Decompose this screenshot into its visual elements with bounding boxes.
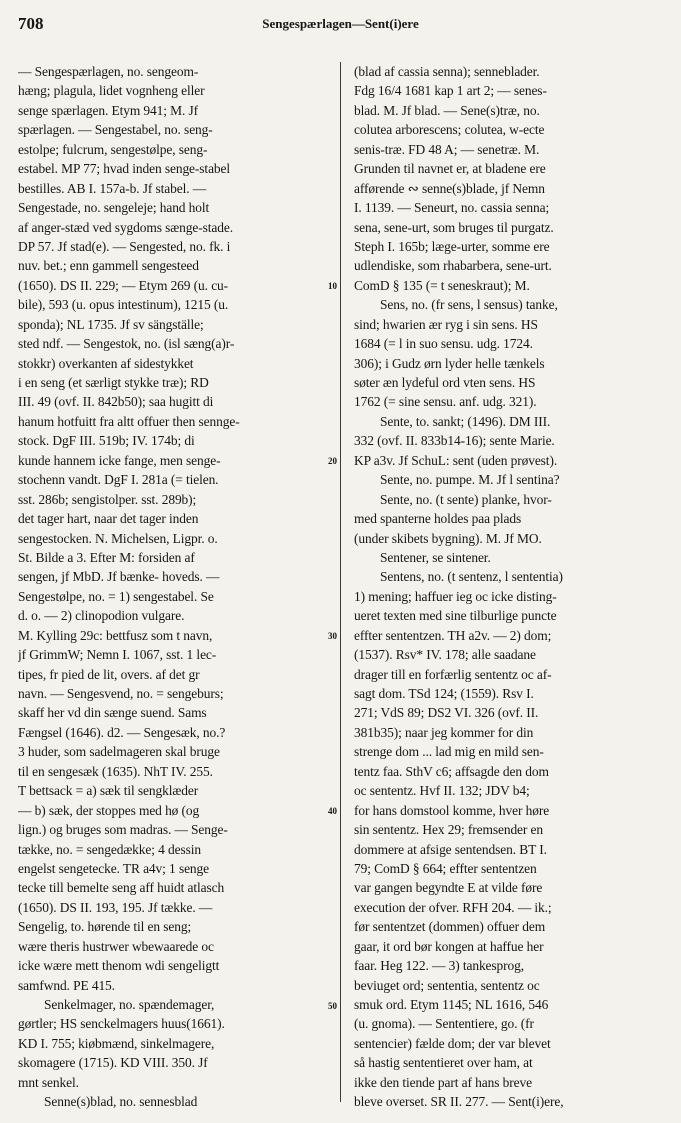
right-column-line: sin sententz. Hex 29; fremsender en	[354, 822, 544, 838]
right-column-line: (under skibets bygning). M. Jf MO.	[354, 530, 542, 546]
left-column-line: mnt senkel.	[18, 1074, 79, 1090]
right-column-line: 1684 (= l in suo sensu. udg. 1724.	[354, 336, 533, 352]
left-column-line: DP 57. Jf stad(e). — Sengested, no. fk. i	[18, 238, 231, 254]
margin-line-number: 30	[328, 631, 337, 642]
right-column-line: søter æn lydeful ord vten sens. HS	[354, 375, 536, 390]
margin-line-number: 20	[328, 456, 337, 466]
right-column-line: I. 1139. — Seneurt, no. cassia senna;	[354, 200, 550, 216]
right-column-line: Sentener, se sintener.	[380, 549, 491, 565]
left-column-line: wære theris hustrwer wbewaarede oc	[18, 938, 214, 954]
right-column-line: udlendiske, som rhabarbera, sene-urt.	[354, 258, 552, 274]
right-column-line: Sens, no. (fr sens, l sensus) tanke,	[380, 297, 558, 313]
left-column-line: Senkelmager, no. spændemager,	[44, 997, 215, 1012]
left-column-line: tække, no. = sengedække; 4 dessin	[18, 841, 202, 857]
right-column-line: gaar, it ord bør kongen at haffue her	[354, 938, 544, 954]
right-column-line: faar. Heg 122. — 3) tankesprog,	[354, 958, 525, 974]
right-column-line: drager till en forfærlig sententz oc af-	[354, 666, 552, 682]
left-column-line: Fængsel (1646). d2. — Sengesæk, no.?	[18, 724, 226, 740]
left-column-line: icke wære mett thenom wdi sengeligtt	[18, 958, 220, 974]
right-column-line: Sente, no. (t sente) planke, hvor-	[380, 491, 552, 507]
left-column-line: stock. DgF III. 519b; IV. 174b; di	[18, 433, 195, 449]
left-column-line: bile), 593 (u. opus intestinum), 1215 (u.	[18, 297, 229, 313]
left-column-line: senge spærlagen. Etym 941; M. Jf	[18, 102, 199, 118]
right-column-line: blad. M. Jf blad. — Sene(s)træ, no.	[354, 102, 540, 118]
left-column-line: (1650). DS II. 229; — Etym 269 (u. cu-	[18, 277, 229, 293]
left-column-line: KD I. 755; kiøbmænd, sinkelmagere,	[18, 1035, 215, 1051]
running-head: Sengespærlagen—Sent(i)ere	[262, 16, 419, 31]
left-column-line: til en sengesæk (1635). NhT IV. 255.	[18, 763, 213, 779]
left-column-line: af anger-stæd ved sygdoms sænge-stade.	[18, 219, 233, 235]
right-column-line: Sentens, no. (t sentenz, l sententia)	[380, 569, 563, 585]
right-column-line: effter sententzen. TH a2v. — 2) dom;	[354, 627, 552, 643]
left-column-line: III. 49 (ovf. II. 842b50); saa hugitt di	[18, 394, 214, 410]
left-column-line: Sengelig, to. hørende til en seng;	[18, 919, 192, 935]
right-column-line: 1762 (= sine sensu. anf. udg. 321).	[354, 394, 537, 410]
left-column-line: estabel. MP 77; hvad inden senge-stabel	[18, 161, 231, 177]
left-column-line: sted ndf. — Sengestok, no. (isl sæng(a)r-	[18, 336, 235, 352]
column-divider	[340, 62, 341, 1102]
right-column-line: (blad af cassia senna); senneblader.	[354, 64, 540, 79]
right-column-line: 271; VdS 89; DS2 VI. 326 (ovf. II.	[354, 705, 539, 721]
left-column-line: engelst sengetecke. TR a4v; 1 senge	[18, 860, 210, 876]
right-column	[354, 62, 666, 1112]
left-column-line: Sengestølpe, no. = 1) sengestabel. Se	[18, 588, 214, 604]
right-column-line: sagt dom. TSd 124; (1559). Rsv I.	[354, 686, 534, 701]
left-column-line: sengen, jf MbD. Jf bænke- hoveds. —	[18, 569, 220, 585]
left-column-line: d. o. — 2) clinopodion vulgare.	[18, 608, 185, 624]
margin-line-number: 50	[328, 1000, 337, 1011]
right-column-line: ComD § 135 (= t seneskraut); M.	[354, 277, 530, 293]
right-column-line: Fdg 16/4 1681 kap 1 art 2; — senes-	[354, 83, 547, 99]
right-column-line: før sententzet (dommen) offuer dem	[354, 919, 546, 935]
right-column-line: sentencier) fælde dom; der var blevet	[354, 1035, 551, 1051]
left-column-line: stochenn vandt. DgF I. 281a (= tielen.	[18, 472, 219, 488]
right-column-line: sena, sene-urt, som bruges til purgatz.	[354, 219, 554, 235]
left-column	[18, 62, 334, 1112]
left-column-line: — b) sæk, der stoppes med hø (og	[18, 802, 200, 818]
left-column-line: M. Kylling 29c: bettfusz som t navn,	[18, 627, 213, 643]
left-column-line: det tager hart, naar det tager inden	[18, 511, 199, 527]
left-column-line: skaff her vd din sænge suend. Sams	[18, 705, 207, 721]
left-column-line: spærlagen. — Sengestabel, no. seng-	[18, 122, 213, 138]
right-column-line: Sente, to. sankt; (1496). DM III.	[380, 413, 551, 429]
page-number: 708	[18, 14, 44, 33]
left-column-line: hanum hotfuitt fra altt offuer then sennge-	[18, 413, 240, 429]
right-column-line: for hans domstool komme, hver høre	[354, 802, 550, 818]
left-column-line: stokkr) overkanten af sidestykket	[18, 355, 194, 371]
right-column-line: 306); i Gudz ørn lyder helle tænkels	[354, 355, 545, 371]
right-column-line: Sente, no. pumpe. M. Jf l sentina?	[380, 472, 560, 488]
left-column-line: bestilles. AB I. 157a-b. Jf stabel. —	[18, 180, 207, 196]
left-column-line: nuv. bet.; enn gammell sengesteed	[18, 258, 199, 274]
left-column-line: Senne(s)blad, no. sennesblad	[44, 1094, 198, 1110]
right-column-line: 1) mening; haffuer ieg oc icke disting-	[354, 588, 557, 604]
left-column-line: navn. — Sengesvend, no. = sengeburs;	[18, 686, 224, 701]
left-column-line: sengestocken. N. Michelsen, Ligpr. o.	[18, 530, 218, 546]
right-column-line: 381b35); naar jeg kommer for din	[354, 724, 534, 740]
right-column-line: Steph I. 165b; læge-urter, somme ere	[354, 238, 550, 254]
right-column-line: ikke den tiende part af hans breve	[354, 1074, 532, 1090]
right-column-line: 79; ComD § 664; effter sententzen	[354, 860, 537, 876]
left-column-line: St. Bilde a 3. Efter M: forsiden af	[18, 549, 195, 565]
left-column-line: — Sengespærlagen, no. sengeom-	[18, 64, 199, 79]
left-column-line: lign.) og bruges som madras. — Senge-	[18, 822, 228, 838]
left-column-line: tecke till bemelte seng aff huidt atlasch	[18, 880, 225, 896]
right-column-line: dommere at afsige sentendsen. BT I.	[354, 841, 547, 857]
left-column-line: sponda); NL 1735. Jf sv sängställe;	[18, 316, 204, 332]
right-column-line: var gangen begyndte E at vilde føre	[354, 880, 543, 896]
left-column-line: jf GrimmW; Nemn I. 1067, sst. 1 lec-	[18, 647, 217, 663]
right-column-line: KP a3v. Jf SchuL: sent (uden prøvest).	[354, 452, 558, 468]
right-column-line: colutea arborescens; colutea, w-ecte	[354, 122, 545, 138]
left-column-line: skomagere (1715). KD VIII. 350. Jf	[18, 1055, 208, 1071]
left-column-line: hæng; plagula, lidet vognheng eller	[18, 83, 205, 99]
left-column-line: (1650). DS II. 193, 195. Jf tække. —	[18, 899, 213, 915]
left-column-line: sst. 286b; sengistolper. sst. 289b);	[18, 491, 197, 507]
right-column-line: beviuget ord; sententia, sententz oc	[354, 977, 540, 993]
right-column-line: afførende ∾ senne(s)blade, jf Nemn	[354, 180, 545, 196]
right-column-line: sind; hwarien ær ryg i sin sens. HS	[354, 316, 538, 332]
left-column-line: T bettsack = a) sæk til sengklæder	[18, 783, 199, 799]
right-column-line: tentz faa. SthV c6; affsagde den dom	[354, 763, 549, 779]
left-column-line: i en seng (et særligt stykke træ); RD	[18, 375, 209, 390]
margin-line-number: 40	[328, 806, 337, 817]
page-header	[18, 14, 663, 36]
right-column-line: senis-træ. FD 48 A; — senetræ. M.	[354, 141, 540, 157]
left-column-line: samfwnd. PE 415.	[18, 977, 115, 993]
left-column-line: estolpe; fulcrum, sengestølpe, seng-	[18, 141, 208, 157]
left-column-line: Sengestade, no. sengeleje; hand holt	[18, 200, 210, 216]
right-column-line: execution der ofver. RFH 204. — ik.;	[354, 899, 552, 915]
right-column-line: strenge dom ... lad mig en mild sen-	[354, 744, 544, 760]
right-column-line: med spanterne holdes paa plads	[354, 511, 522, 527]
right-column-line: oc sententz. Hvf II. 132; JDV b4;	[354, 783, 530, 799]
right-column-line: så hastig sententieret over ham, at	[354, 1055, 533, 1071]
right-column-line: Grunden til navnet er, at bladene ere	[354, 161, 546, 177]
right-column-line: (u. gnoma). — Sententiere, go. (fr	[354, 1016, 534, 1032]
left-column-line: gørtler; HS senckelmagers huus(1661).	[18, 1016, 225, 1032]
right-column-line: 332 (ovf. II. 833b14-16); sente Marie.	[354, 433, 555, 449]
left-column-line: tipes, fr pied de lit, overs. af det gr	[18, 666, 200, 682]
right-column-line: (1537). Rsv* IV. 178; alle saadane	[354, 647, 536, 663]
margin-line-number: 10	[328, 280, 337, 291]
left-column-line: 3 huder, som sadelmageren skal bruge	[18, 744, 220, 760]
left-column-line: kunde hannem icke fange, men senge-	[18, 452, 221, 468]
right-column-line: smuk ord. Etym 1145; NL 1616, 546	[354, 997, 549, 1012]
right-column-line: bleve overset. SR II. 277. — Sent(i)ere,	[354, 1094, 564, 1110]
right-column-line: ueret texten med sine tilburlige puncte	[354, 608, 557, 624]
